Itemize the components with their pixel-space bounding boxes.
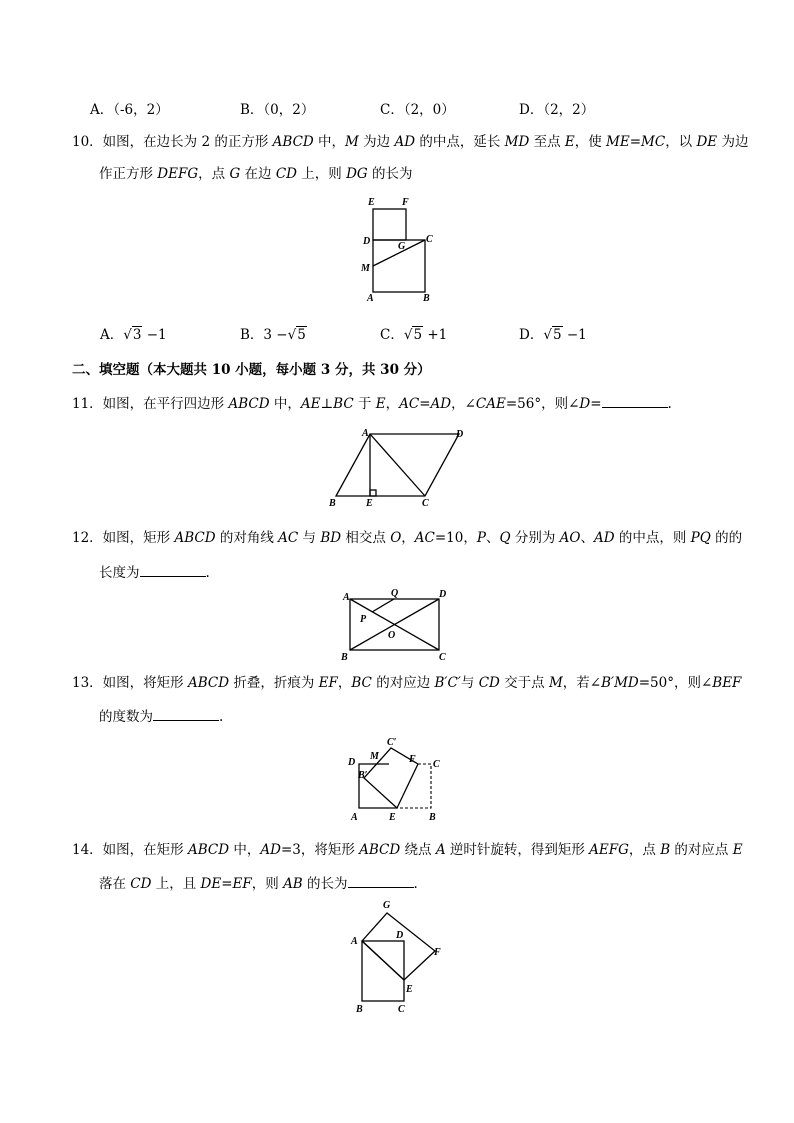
q10-label-C: C <box>426 234 433 245</box>
q12-label-C: C <box>439 652 446 663</box>
q11-figure <box>322 424 482 512</box>
q11-label-D: D <box>456 429 464 440</box>
q10-label-G: G <box>398 241 406 252</box>
q14-label-E: E <box>406 984 413 995</box>
q10-option-a: A．√3 −1 <box>100 327 167 343</box>
q14-label-B: B <box>356 1004 363 1015</box>
q12-label-A: A <box>343 592 350 603</box>
q14-label-C: C <box>398 1004 405 1015</box>
q13-label-Cp: C′ <box>387 737 397 748</box>
q12-label-B: B <box>341 652 348 663</box>
q12-figure <box>335 584 455 666</box>
q13-figure <box>340 734 450 824</box>
q14-answer-blank[interactable] <box>348 873 414 888</box>
q11-label-E: E <box>366 498 373 509</box>
q13-label-M: M <box>370 751 379 762</box>
q10-option-b: B．3 −√5 <box>240 327 306 343</box>
q13-label-C: C <box>433 759 440 770</box>
q14-label-D: D <box>396 930 404 941</box>
q12-label-D: D <box>439 589 447 600</box>
q12-answer-blank[interactable] <box>140 562 206 577</box>
q10-label-B: B <box>423 293 430 304</box>
q13-line-1: 13．如图，将矩形 ABCD 折叠，折痕为 EF，BC 的对应边 B′C′与 CD 交于点 M，若∠B′MD=50°，则∠BEF <box>72 675 742 691</box>
q9-option-a: A．（-6，2） <box>90 102 169 118</box>
q13-label-E: E <box>389 812 396 823</box>
q11-answer-blank[interactable] <box>602 393 668 408</box>
q11-text: 11．如图，在平行四边形 ABCD 中，AE⊥BC 于 E，AC=AD，∠CAE=56°，则∠D= . <box>72 393 672 413</box>
q10-line-2: 作正方形 DEFG，点 G 在边 CD 上，则 DG 的长为 <box>99 166 413 182</box>
q14-line-2: 落在 CD 上，且 DE=EF，则 AB 的长为 . <box>99 873 418 893</box>
q10-label-F: F <box>402 197 409 208</box>
q10-line-1: 10．如图，在边长为 2 的正方形 ABCD 中，M 为边 AD 的中点，延长 MD 至点 E，使 ME=MC，以 DE 为边 <box>72 134 749 150</box>
section-2-heading: 二、填空题（本大题共 10 小题，每小题 3 分，共 30 分） <box>72 362 431 378</box>
q14-line-1: 14．如图，在矩形 ABCD 中，AD=3，将矩形 ABCD 绕点 A 逆时针旋转，得到矩形 AEFG，点 B 的对应点 E <box>72 842 743 858</box>
q14-label-F: F <box>434 947 441 958</box>
q10-figure <box>355 192 445 304</box>
q13-label-D: D <box>348 757 356 768</box>
q12-label-Q: Q <box>391 588 399 599</box>
q13-answer-blank[interactable] <box>153 706 219 721</box>
q13-label-B: B <box>429 812 436 823</box>
q9-option-b: B．（0，2） <box>240 102 315 118</box>
q13-label-Bp: B′ <box>358 770 368 781</box>
q14-label-A: A <box>351 936 358 947</box>
q12-line-1: 12．如图，矩形 ABCD 的对角线 AC 与 BD 相交点 O，AC=10，P、Q 分别为 AO、AD 的中点，则 PQ 的的 <box>72 530 743 546</box>
q13-label-F: F <box>409 754 416 765</box>
q12-label-O: O <box>388 630 396 641</box>
q14-figure <box>345 896 455 1018</box>
q10-label-A: A <box>367 293 374 304</box>
q9-option-c: C．（2，0） <box>380 102 455 118</box>
q12-line-2: 长度为 . <box>99 562 210 582</box>
q11-label-C: C <box>422 498 429 509</box>
q9-option-d: D．（2，2） <box>519 102 595 118</box>
q10-option-c: C．√5 +1 <box>380 327 448 343</box>
q11-label-B: B <box>329 498 336 509</box>
q13-label-A: A <box>351 812 358 823</box>
q11-label-A: A <box>362 428 369 439</box>
q12-label-P: P <box>360 614 367 625</box>
q13-line-2: 的度数为 . <box>99 706 223 726</box>
q10-label-D: D <box>363 236 371 247</box>
q10-label-M: M <box>361 263 370 274</box>
q10-label-E: E <box>368 197 375 208</box>
q10-option-d: D．√5 −1 <box>519 327 587 343</box>
q14-label-G: G <box>383 900 391 911</box>
